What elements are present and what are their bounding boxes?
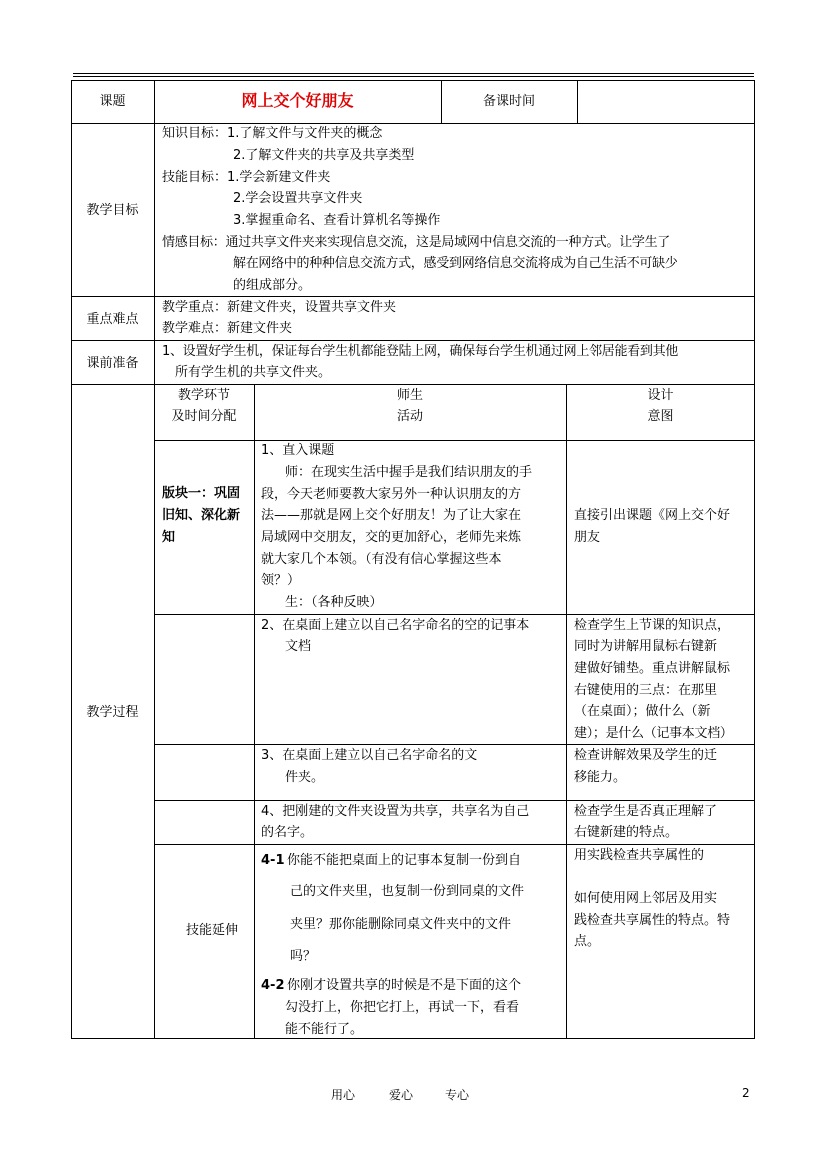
key-points-label: 重点难点 [86,312,139,327]
intent-line: 移能力。 [574,770,627,785]
intent-line: 建）；是什么（记事本文档） [574,726,733,741]
footer-motto: 专心 [445,1088,470,1102]
activity-line: 生：（各种反映） [285,595,383,610]
objective-line: 技能目标：1.学会新建文件夹 [162,170,331,185]
intent-line: 朋友 [574,530,601,545]
stage-label: 技能延伸 [185,923,238,938]
activity-line: 师：在现实生活中握手是我们结识朋友的手 [285,465,533,480]
question-number: 4-2 [261,978,285,993]
activity-line: 2、在桌面上建立以自己名字命名的空的记事本 [261,618,530,633]
objective-line: 3.掌握重命名、查看计算机名等操作 [233,213,441,228]
question-line: 你能不能把桌面上的记事本复制一份到自 [287,853,522,868]
preparation-line: 所有学生机的共享文件夹。 [175,365,332,380]
stage-label: 旧知、深化新 [162,508,241,523]
topic-label: 课题 [99,94,126,109]
preparation-label: 课前准备 [86,356,139,371]
footer-motto: 用心 [331,1088,356,1102]
col-header-intent: 设计 [647,388,674,403]
header-rule-2 [73,76,754,77]
col-header-activity: 活动 [396,409,423,424]
process-label: 教学过程 [86,705,139,720]
header-rule [73,73,754,74]
stage-label: 知 [162,530,176,545]
activity-line: 3、在桌面上建立以自己名字命名的文 [261,748,478,763]
col-divider [566,384,567,1039]
intent-line: 用实践检查共享属性的 [574,848,705,863]
objective-line: 的组成部分。 [233,278,312,293]
intent-line: 同时为讲解用鼠标右键新 [574,639,718,654]
objective-line: 2.学会设置共享文件夹 [233,191,363,206]
activity-line: 局域网中交朋友，交的更加舒心，老师先来炼 [261,530,522,545]
key-point-line: 教学重点：新建文件夹，设置共享文件夹 [162,300,397,315]
intent-line: 点。 [574,934,601,949]
page-number: 2 [742,1086,750,1100]
lesson-title: 网上交个好朋友 [241,91,354,110]
objective-line: 解在网络中的种种信息交流方式，感受到网络信息交流将成为自己生活不可缺少 [233,256,678,271]
activity-line: 法——那就是网上交个好朋友！为了让大家在 [261,508,522,523]
activity-line: 领？） [261,573,301,588]
row-divider [154,440,755,441]
key-point-line: 教学难点：新建文件夹 [162,321,293,336]
intent-line: 检查学生上节课的知识点， [574,618,731,633]
intent-line: 右键新建的特点。 [574,825,679,840]
objective-line: 知识目标：1.了解文件与文件夹的概念 [162,126,383,141]
intent-line: （在桌面）；做什么（新 [574,704,711,719]
question-line: 能不能行了。 [285,1022,364,1037]
col-header-stage: 教学环节 [177,388,230,403]
objective-line: 2.了解文件夹的共享及共享类型 [233,148,415,163]
intent-line: 检查学生是否真正理解了 [574,804,718,819]
intent-line: 建做好铺垫。重点讲解鼠标 [574,661,731,676]
intent-line: 检查讲解效果及学生的迁 [574,748,718,763]
question-line: 己的文件夹里，也复制一份到同桌的文件 [290,884,525,899]
question-number: 4-1 [261,853,285,868]
question-line: 勾没打上，你把它打上，再试一下，看看 [285,1000,520,1015]
activity-line: 1、直入课题 [261,443,335,458]
preparation-line: 1、设置好学生机，保证每台学生机都能登陆上网，确保每台学生机通过网上邻居能看到其他 [162,344,678,359]
question-line: 吗？ [290,949,317,964]
prep-time-label: 备课时间 [482,94,535,109]
objectives-label: 教学目标 [86,203,139,218]
col-header-stage: 及时间分配 [171,409,237,424]
activity-line: 文档 [285,639,312,654]
stage-label: 版块一：巩固 [162,486,241,501]
question-line: 你刚才设置共享的时候是不是下面的这个 [287,978,522,993]
activity-line: 件夹。 [285,770,325,785]
intent-line: 右键使用的三点：在那里 [574,683,718,698]
activity-line: 段，今天老师要教大家另外一种认识朋友的方 [261,487,522,502]
intent-line: 直接引出课题《网上交个好 [574,508,731,523]
activity-line: 的名字。 [261,825,314,840]
objective-line: 情感目标：通过共享文件夹来实现信息交流，这是局域网中信息交流的一种方式。让学生了 [162,235,671,250]
intent-line: 如何使用网上邻居及用实 [574,891,718,906]
question-line: 夹里？那你能删除同桌文件夹中的文件 [290,917,512,932]
intent-line: 践检查共享属性的特点。特 [574,913,731,928]
footer-motto: 爱心 [389,1088,414,1102]
activity-line: 就大家几个本领。（有没有信心掌握这些本 [261,552,502,567]
col-header-intent: 意图 [647,409,674,424]
col-header-activity: 师生 [396,388,423,403]
col-divider [577,80,578,123]
activity-line: 4、把刚建的文件夹设置为共享，共享名为自己 [261,804,530,819]
col-divider [154,80,155,1039]
